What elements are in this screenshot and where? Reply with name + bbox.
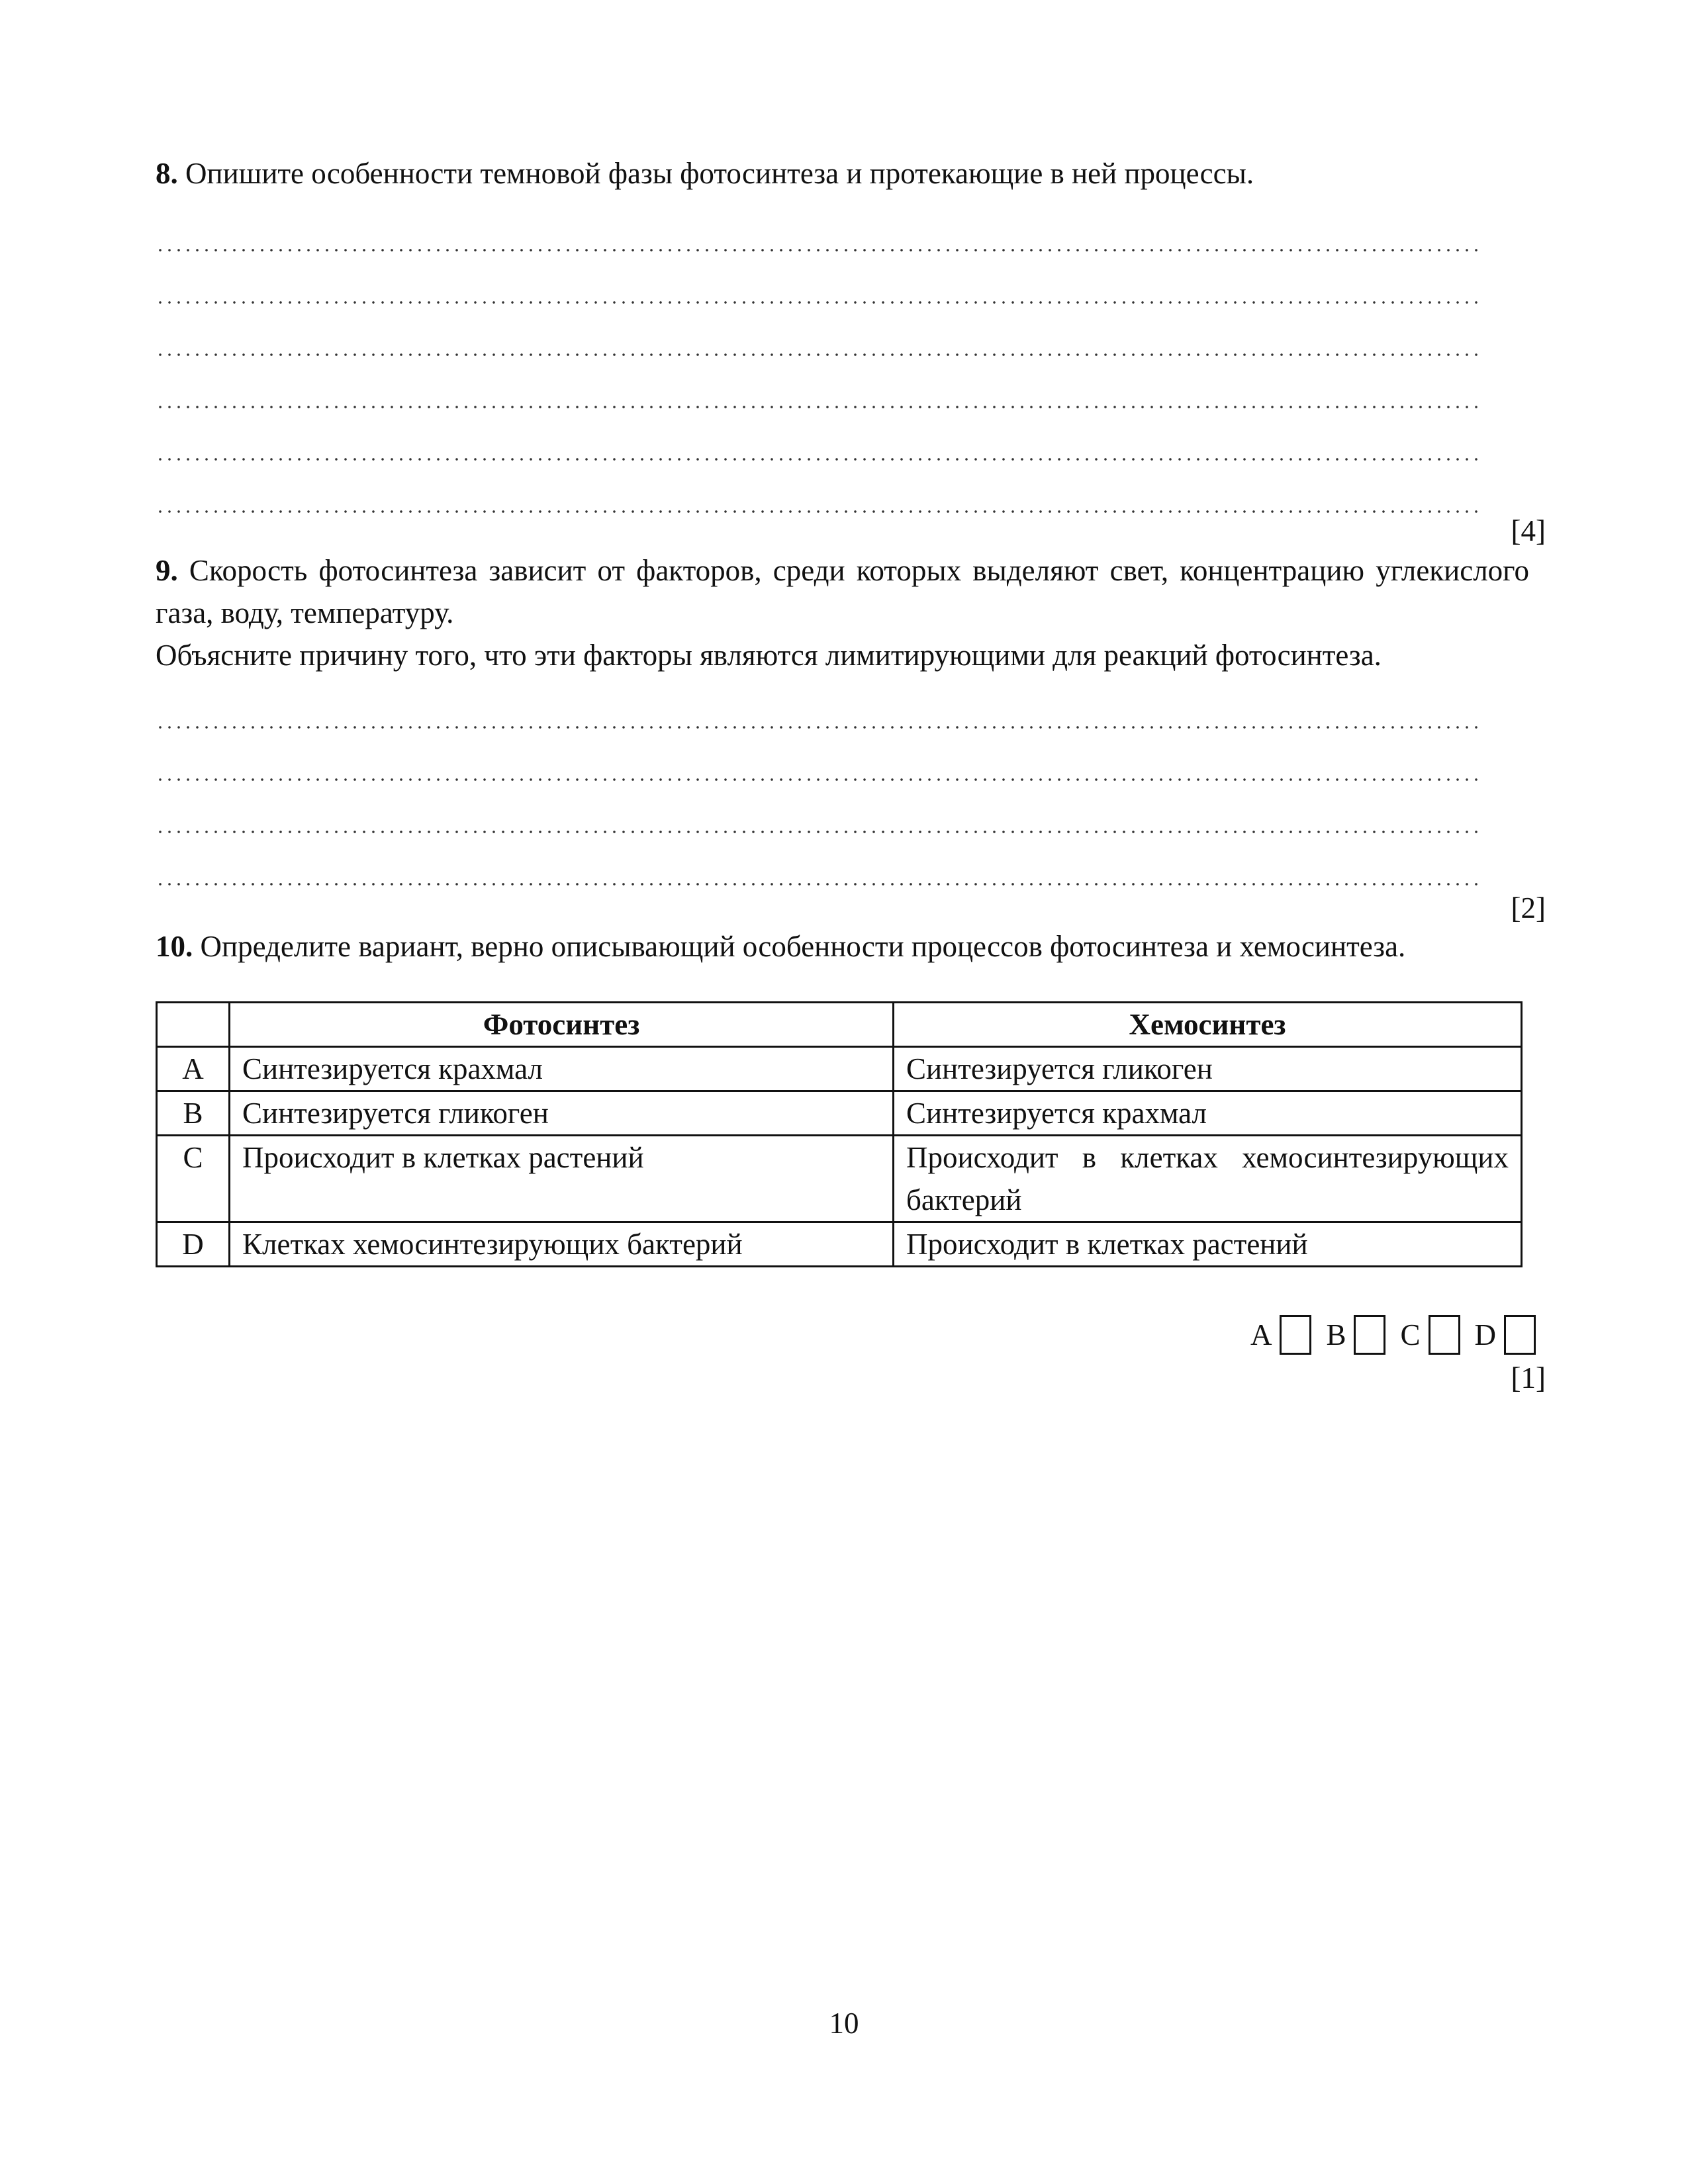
page-number: 10 [829,2007,859,2040]
options-table [156,1001,1523,1267]
answer-label-d: D [1474,1318,1496,1351]
answer-checkbox-b[interactable] [1354,1315,1385,1355]
answer-line[interactable] [156,795,1479,848]
answer-line[interactable] [156,422,1479,475]
answer-label-a: A [1250,1318,1272,1351]
answer-line[interactable] [156,690,1479,743]
question-8-marks: [4] [1511,514,1546,547]
table-row [157,1047,1522,1091]
row-photosynthesis: Синтезируется гликоген [230,1091,894,1136]
row-photosynthesis: Синтезируется крахмал [230,1047,894,1091]
table-header-chemosynthesis: Хемосинтез [894,1003,1522,1047]
question-9-number: 9. [156,554,178,587]
question-9-marks: [2] [1511,891,1546,925]
table-row [157,1136,1522,1222]
row-chemosynthesis: Синтезируется крахмал [894,1091,1522,1136]
answer-label-c: C [1400,1318,1421,1351]
table-header-row [157,1003,1522,1047]
question-9 [156,549,1529,634]
answer-label-b: B [1326,1318,1346,1351]
question-8 [156,152,1529,195]
row-chemosynthesis: Происходит в клетках хемосинтезирующих бактерий [894,1136,1522,1222]
question-10-number: 10. [156,930,193,963]
table-row [157,1222,1522,1267]
answer-checkbox-a[interactable] [1280,1315,1311,1355]
answer-line[interactable] [156,475,1479,527]
answer-line[interactable] [156,370,1479,423]
row-chemosynthesis: Синтезируется гликоген [894,1047,1522,1091]
row-photosynthesis: Клетках хемосинтезирующих бактерий [230,1222,894,1267]
row-chemosynthesis: Происходит в клетках растений [894,1222,1522,1267]
row-letter: B [157,1091,230,1136]
answer-line[interactable] [156,318,1479,371]
question-10-marks: [1] [1511,1361,1546,1394]
answer-line[interactable] [156,743,1479,796]
answer-checkbox-c[interactable] [1429,1315,1460,1355]
table-row [157,1091,1522,1136]
answer-line[interactable] [156,847,1479,900]
row-letter: D [157,1222,230,1267]
answer-boxes [1236,1314,1536,1356]
answer-line[interactable] [156,265,1479,318]
question-9-text: Скорость фотосинтеза зависит от факторов, среди которых выделяют свет, концентрацию углекислого газа, воду, температуру. [156,554,1530,629]
question-10-text: Определите вариант, верно описывающий особенности процессов фотосинтеза и хемосинтеза. [200,930,1406,963]
question-8-text: Опишите особенности темновой фазы фотосинтеза и протекающие в ней процессы. [185,157,1254,190]
question-9-instruction: Объясните причину того, что эти факторы являются лимитирующими для реакций фотосинтеза. [156,639,1382,672]
answer-checkbox-d[interactable] [1504,1315,1536,1355]
row-letter: C [157,1136,230,1222]
row-photosynthesis: Происходит в клетках растений [230,1136,894,1222]
row-letter: A [157,1047,230,1091]
question-8-number: 8. [156,157,178,190]
table-header-empty [157,1003,230,1047]
table-header-photosynthesis: Фотосинтез [230,1003,894,1047]
answer-line[interactable] [156,213,1479,266]
question-10 [156,925,1529,968]
